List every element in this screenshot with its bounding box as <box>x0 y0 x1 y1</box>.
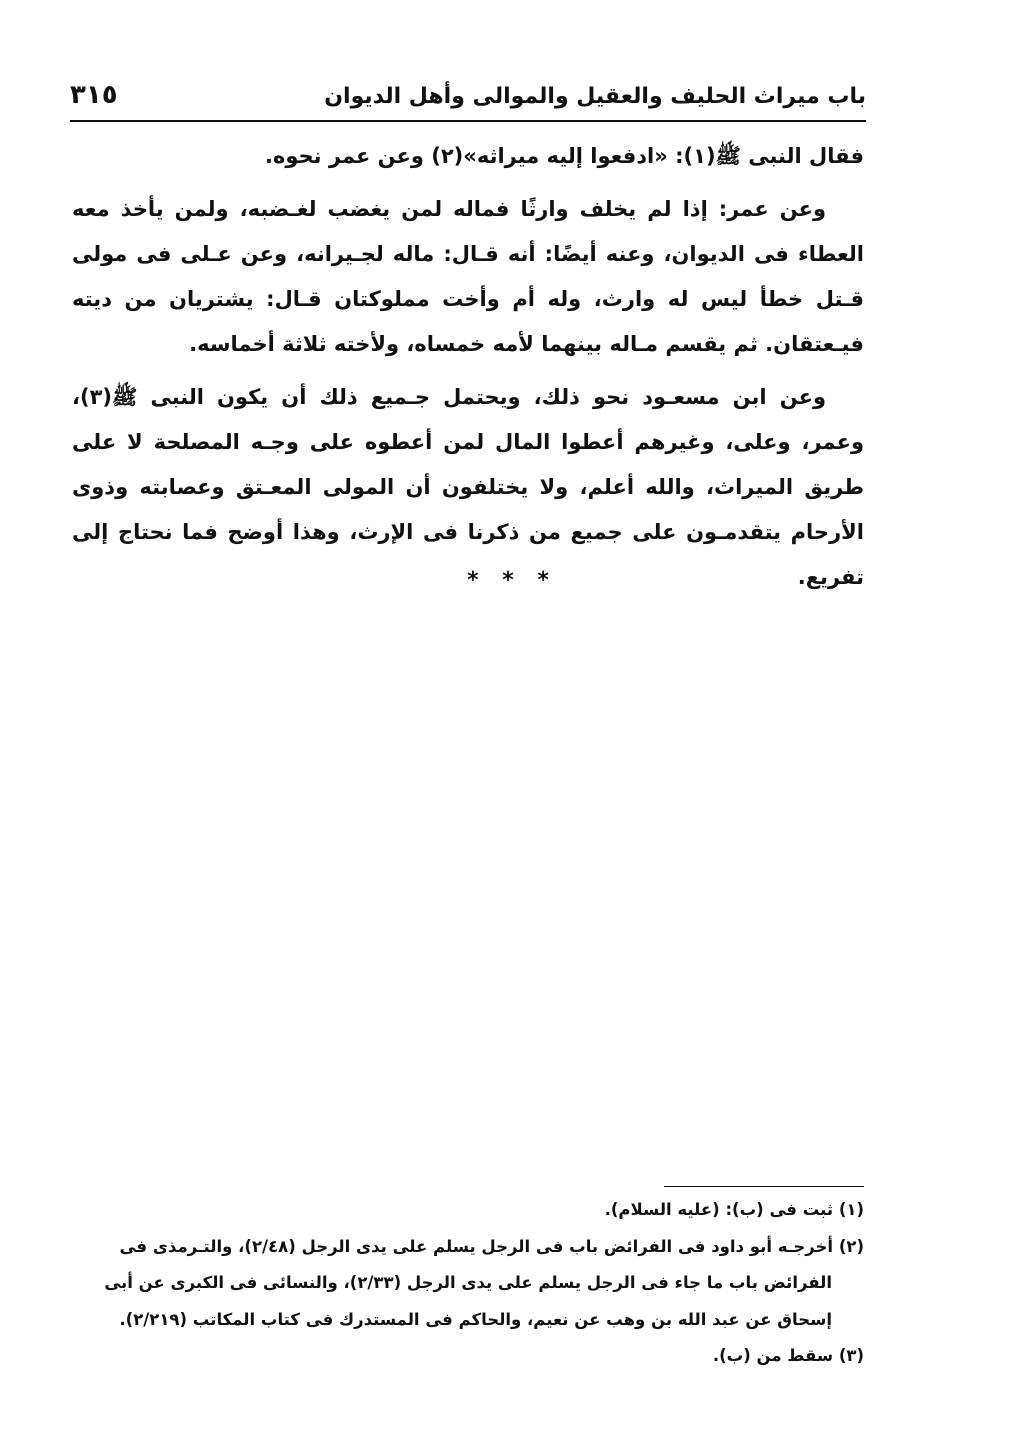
section-divider: * * * <box>467 568 557 593</box>
footnote-3: (٣) سقط من (ب). <box>712 1346 864 1365</box>
footnote-2-continued: الفرائض باب ما جاء فى الرجل يسلم على يدى الرجل (٢/٣٣)، والنسائى فى الكبرى عن أبى <box>104 1273 832 1292</box>
paragraph-1: فقال النبى ﷺ(١): «ادفعوا إليه ميراثه»(٢) وعن عمر نحوه. <box>264 144 864 168</box>
footnote-rule <box>664 1186 864 1187</box>
footnote-2-continued: إسحاق عن عبد الله بن وهب عن نعيم، والحاكم فى المستدرك فى كتاب المكاتب (٢/٢١٩). <box>119 1309 832 1329</box>
page-header <box>70 78 866 118</box>
footnotes <box>72 1192 864 1375</box>
running-title: باب ميراث الحليف والعقيل والموالى وأهل الديوان <box>324 84 866 109</box>
paragraph-3: وعن ابن مسعـود نحو ذلك، ويحتمل جـميع ذلك أن يكون النبى ﷺ(٣)، وعمر، وعلى، وغيرهم أعطوا المال لمن أعطوه على وجـه المصلحة لا على طريق الميراث، والله أعلم، ولا يختلفون أن المولى المعـتق وعصابته وذوى الأرحام يتقدمـون على جميع من ذكرنا فى الإرث، وهذا أوضح فما نحتاج إلى تفريع. <box>72 385 864 589</box>
footnote-1: (١) ثبت فى (ب): (عليه السلام). <box>604 1200 864 1219</box>
page-number: ٣١٥ <box>70 80 118 110</box>
paragraph-2: وعن عمر: إذا لم يخلف وارثًا فماله لمن يغضب لغـضبه، ولمن يأخذ معه العطاء فى الديوان، وعنه أيضًا: أنه قـال: ماله لجـيرانه، وعن عـلى فى مولى قـتل خطأ ليس له وارث، وله أم وأخت مملوكتان قـال: يشتريان من ديته فيـعتقان. ثم يقسم مـاله بينهما لأمه خمساه، ولأخته ثلاثة أخماسه. <box>72 197 864 356</box>
main-text <box>72 134 864 608</box>
footnote-2: (٢) أخرجـه أبو داود فى الفرائض باب فى الرجل يسلم على يدى الرجل (٢/٤٨)، والتـرمذى فى <box>119 1236 864 1256</box>
header-rule <box>70 120 866 122</box>
